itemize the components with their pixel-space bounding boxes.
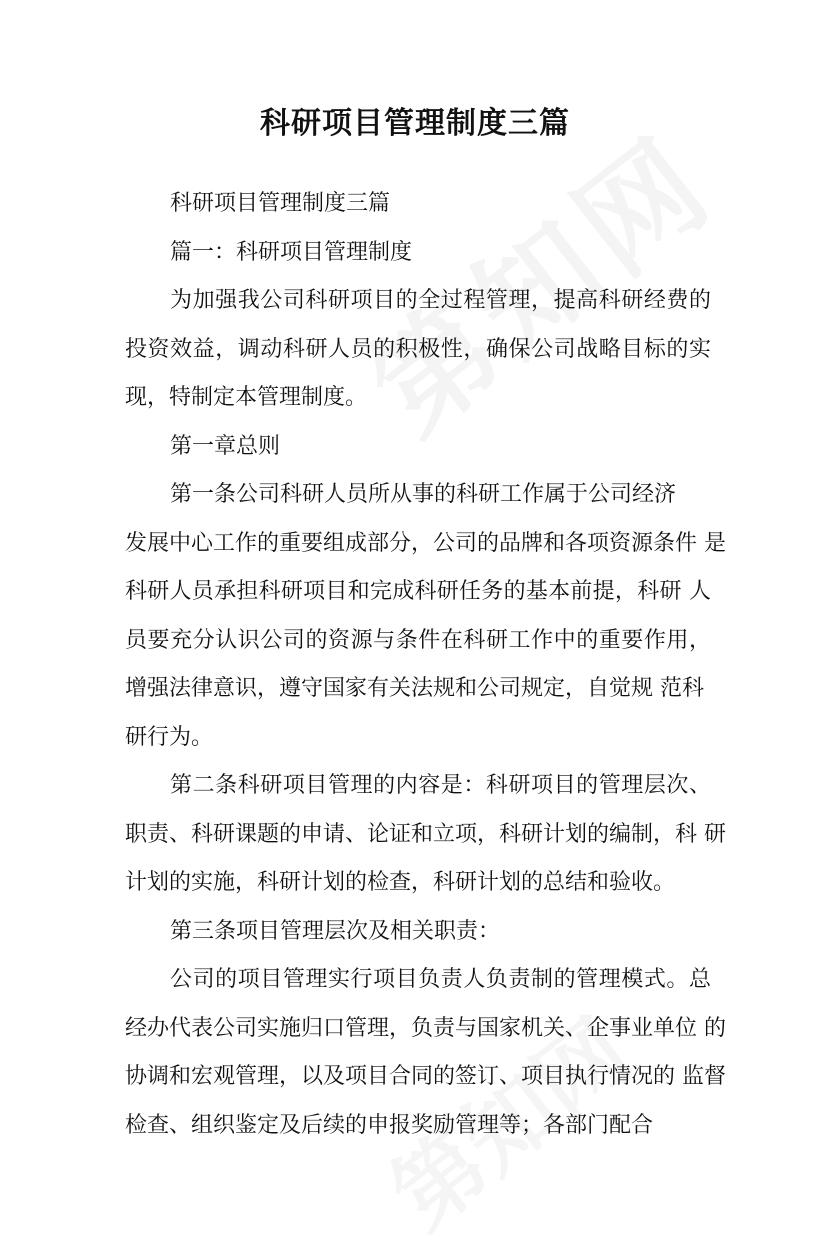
paragraph-subtitle: 科研项目管理制度三篇	[170, 191, 391, 216]
paragraph-line: 员要充分认识公司的资源与条件在科研工作中的重要作用，	[125, 627, 711, 653]
paragraph-line: 职责、科研课题的申请、论证和立项，科研计划的编制，科 研	[125, 821, 726, 847]
paragraph-line: 研行为。	[125, 724, 214, 750]
paragraph-line: 第三条项目管理层次及相关职责：	[170, 918, 501, 944]
paragraph-line: 投资效益，调动科研人员的积极性，确保公司战略目标的实	[125, 336, 711, 362]
section-heading: 篇一：科研项目管理制度	[170, 239, 413, 265]
chapter-heading: 第一章总则	[170, 433, 281, 459]
paragraph-line: 公司的项目管理实行项目负责人负责制的管理模式。总	[170, 967, 711, 992]
paragraph-line: 为加强我公司科研项目的全过程管理，提高科研经费的	[170, 288, 711, 313]
paragraph-line: 第二条科研项目管理的内容是：科研项目的管理层次、	[170, 773, 711, 798]
paragraph-line: 计划的实施，科研计划的检查，科研计划的总结和验收。	[125, 870, 676, 895]
paragraph-line: 经办代表公司实施归口管理，负责与国家机关、企事业单位 的	[125, 1015, 726, 1041]
paragraph-line: 现，特制定本管理制度。	[125, 385, 368, 410]
paragraph-line: 发展中心工作的重要组成部分，公司的品牌和各项资源条件 是	[125, 530, 726, 556]
paragraph-line: 协调和宏观管理，以及项目合同的签订、项目执行情况的 监督	[125, 1064, 726, 1089]
page-title: 科研项目管理制度三篇	[260, 106, 570, 141]
document-body	[125, 180, 726, 1150]
paragraph-line: 增强法律意识，遵守国家有关法规和公司规定，自觉规 范科	[125, 676, 704, 701]
paragraph-line: 第一条公司科研人员所从事的科研工作属于公司经济	[170, 482, 677, 507]
paragraph-line: 科研人员承担科研项目和完成科研任务的基本前提，科研 人	[125, 579, 711, 604]
paragraph-line: 检查、组织鉴定及后续的申报奖励管理等；各部门配合	[125, 1112, 654, 1138]
